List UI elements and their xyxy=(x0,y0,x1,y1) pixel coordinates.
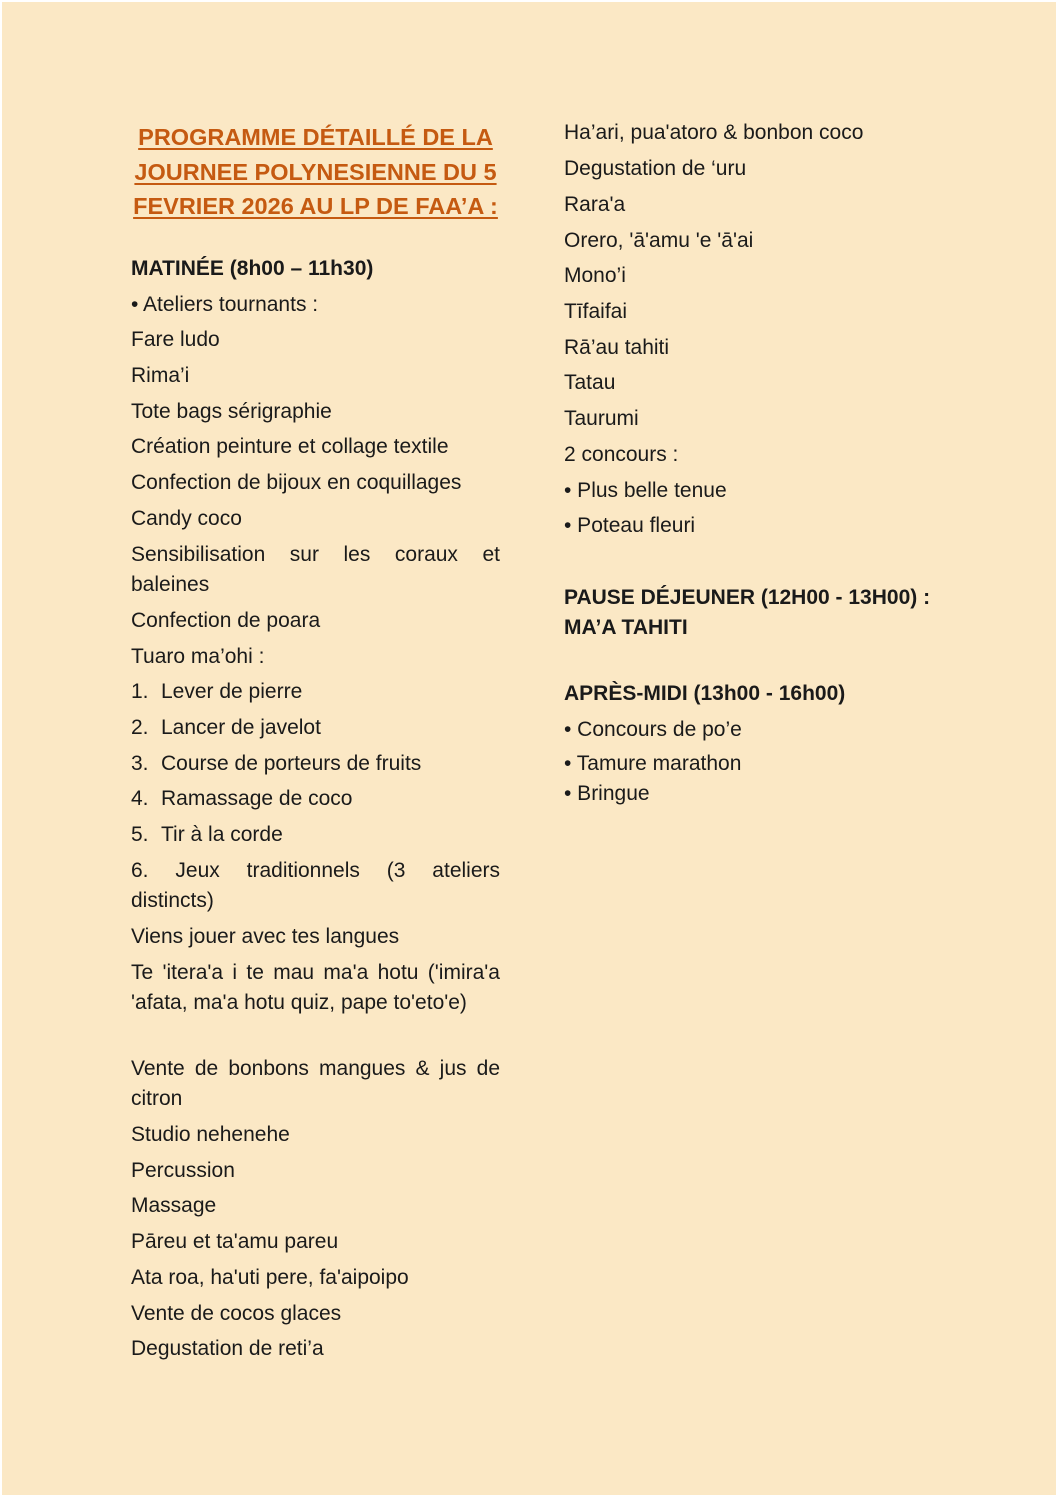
document-page xyxy=(2,2,1056,1495)
list-item: Taurumi xyxy=(564,407,639,430)
list-item: Te 'itera'a i te mau ma'a hotu ('imira'a 'afata, ma'a hotu quiz, pape to'eto'e) xyxy=(131,961,500,1014)
list-item: Degustation de ‘uru xyxy=(564,157,747,180)
tuaro-text: Course de porteurs de fruits xyxy=(161,752,422,775)
list-item: • Bringue xyxy=(564,782,650,805)
list-item: 6. Jeux traditionnels (3 ateliers distincts) xyxy=(131,859,500,912)
list-item: Ata roa, ha'uti pere, fa'aipoipo xyxy=(131,1266,409,1289)
contest-item: • Poteau fleuri xyxy=(564,514,696,537)
tuaro-item xyxy=(131,786,352,811)
tuaro-num: 1. xyxy=(131,680,149,703)
list-item: Confection de poara xyxy=(131,609,321,632)
list-item: Vente de cocos glaces xyxy=(131,1302,342,1325)
list-item: Rara'a xyxy=(564,193,626,216)
lunch-heading: PAUSE DÉJEUNER (12H00 - 13H00) : xyxy=(564,586,931,609)
tuaro-text: Lever de pierre xyxy=(161,680,303,703)
list-item: Ha’ari, pua'atoro & bonbon coco xyxy=(564,121,864,144)
list-item: Rima’i xyxy=(131,364,190,387)
list-item: Rā’au tahiti xyxy=(564,336,670,359)
list-item: Candy coco xyxy=(131,507,242,530)
list-item: Sensibilisation sur les coraux et baleines xyxy=(131,543,500,596)
list-item: Création peinture et collage textile xyxy=(131,435,449,458)
list-item: Viens jouer avec tes langues xyxy=(131,925,400,948)
tuaro-num: 5. xyxy=(131,823,149,846)
tuaro-text: Lancer de javelot xyxy=(161,716,321,739)
tuaro-item xyxy=(131,679,302,704)
tuaro-item xyxy=(131,822,283,847)
tuaro-num: 4. xyxy=(131,787,149,810)
lunch-subheading: MA’A TAHITI xyxy=(564,616,688,639)
morning-heading: MATINÉE (8h00 – 11h30) xyxy=(131,257,374,280)
page-title: PROGRAMME DÉTAILLÉ DE LA JOURNEE POLYNESIENNE DU 5 FEVRIER 2026 AU LP DE FAA’A : xyxy=(133,124,498,219)
list-item: • Concours de po’e xyxy=(564,718,742,741)
list-item: Degustation de reti’a xyxy=(131,1337,324,1360)
tuaro-label: Tuaro ma’ohi : xyxy=(131,645,265,668)
list-item: Mono’i xyxy=(564,264,626,287)
list-item: Orero, 'ā'amu 'e 'ā'ai xyxy=(564,229,754,252)
list-item: Tote bags sérigraphie xyxy=(131,400,332,423)
workshops-label: • Ateliers tournants : xyxy=(131,293,319,316)
list-item: Confection de bijoux en coquillages xyxy=(131,471,462,494)
list-item: Vente de bonbons mangues & jus de citron xyxy=(131,1057,500,1110)
tuaro-num: 3. xyxy=(131,752,149,775)
contest-item: • Plus belle tenue xyxy=(564,479,727,502)
tuaro-text: Ramassage de coco xyxy=(161,787,353,810)
list-item: Studio nehenehe xyxy=(131,1123,290,1146)
list-item: Pāreu et ta'amu pareu xyxy=(131,1230,339,1253)
tuaro-item xyxy=(131,751,421,776)
list-item: Tīfaifai xyxy=(564,300,628,323)
tuaro-text: Tir à la corde xyxy=(161,823,283,846)
tuaro-num: 2. xyxy=(131,716,149,739)
tuaro-item xyxy=(131,715,321,740)
afternoon-heading: APRÈS-MIDI (13h00 - 16h00) xyxy=(564,682,846,705)
list-item: Fare ludo xyxy=(131,328,220,351)
contest-label: 2 concours : xyxy=(564,443,679,466)
list-item: • Tamure marathon xyxy=(564,752,742,775)
list-item: Percussion xyxy=(131,1159,235,1182)
list-item: Tatau xyxy=(564,371,616,394)
list-item: Massage xyxy=(131,1194,217,1217)
